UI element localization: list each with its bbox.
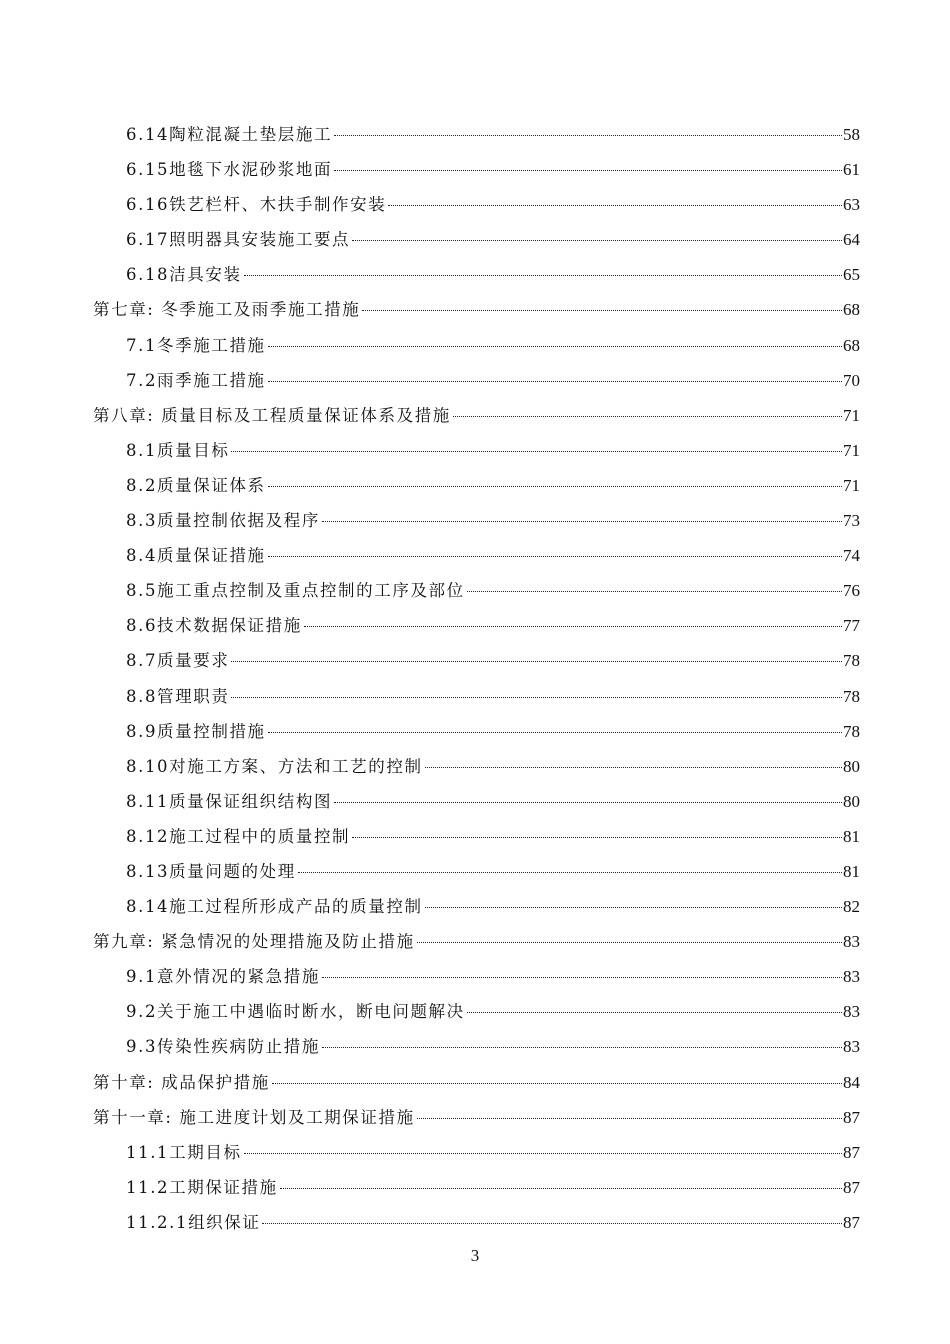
- toc-section-entry[interactable]: [0, 433, 950, 468]
- toc-entry-line: [126, 756, 860, 778]
- dot-leader: [362, 310, 842, 311]
- toc-section-entry[interactable]: [0, 257, 950, 292]
- dot-leader: [244, 1153, 842, 1154]
- toc-entry-line: [126, 580, 860, 602]
- toc-entry-line: [126, 791, 860, 813]
- dot-leader: [322, 1047, 842, 1048]
- toc-entry-page: 58: [843, 125, 860, 144]
- dot-leader: [467, 1012, 842, 1013]
- toc-entry-line: [93, 1072, 860, 1094]
- toc-entry-title: 8.5施工重点控制及重点控制的工序及部位: [126, 581, 465, 601]
- toc-section-entry[interactable]: [0, 819, 950, 854]
- toc-entry-title: 8.6技术数据保证措施: [126, 616, 302, 636]
- toc-entry-title: 8.8管理职责: [126, 686, 230, 706]
- toc-entry-title: 第九章: 紧急情况的处理措施及防止措施: [93, 932, 415, 952]
- dot-leader: [322, 521, 842, 522]
- toc-entry-title: 第十章: 成品保护措施: [93, 1072, 270, 1092]
- toc-entry-title: 6.18洁具安装: [126, 265, 242, 285]
- toc-entry-page: 83: [843, 932, 860, 952]
- dot-leader: [268, 346, 842, 347]
- toc-entry-page: 63: [843, 195, 860, 215]
- toc-entry-line: [126, 615, 860, 637]
- toc-entry-line: [126, 650, 860, 672]
- dot-leader: [417, 942, 842, 943]
- toc-chapter-entry[interactable]: [0, 1065, 950, 1100]
- toc-entry-title: 9.1意外情况的紧急措施: [126, 967, 320, 987]
- dot-leader: [268, 381, 842, 382]
- toc-entry-page: 81: [843, 861, 860, 881]
- toc-entry-title: 8.2质量保证体系: [126, 475, 266, 495]
- toc-entry-page: 64: [843, 230, 860, 250]
- toc-entry-page: 87: [843, 1142, 860, 1162]
- toc-entry-line: [126, 826, 860, 848]
- toc-section-entry[interactable]: [0, 328, 950, 363]
- dot-leader: [231, 697, 842, 698]
- dot-leader: [334, 802, 842, 803]
- toc-entry-title: 11.2.1组织保证: [126, 1212, 261, 1232]
- dot-leader: [425, 907, 842, 908]
- dot-leader: [417, 1118, 842, 1119]
- toc-entry-line: [126, 124, 860, 146]
- toc-entry-line: [126, 229, 860, 251]
- toc-entry-page: 78: [843, 721, 860, 741]
- toc-entry-title: 8.3质量控制依据及程序: [126, 511, 320, 531]
- toc-section-entry[interactable]: [0, 889, 950, 924]
- toc-entry-line: [93, 1107, 860, 1129]
- toc-entry-page: 73: [843, 511, 860, 531]
- toc-entry-title: 8.4质量保证措施: [126, 546, 266, 566]
- dot-leader: [352, 837, 842, 838]
- dot-leader: [231, 451, 842, 452]
- toc-entry-page: 65: [843, 265, 860, 285]
- dot-leader: [467, 591, 842, 592]
- toc-chapter-entry[interactable]: [0, 398, 950, 433]
- toc-entry-page: 61: [843, 160, 860, 180]
- toc-entry-title: 8.1质量目标: [126, 440, 230, 460]
- toc-entry-line: [126, 1001, 860, 1023]
- toc-entry-title: 6.16铁艺栏杆、木扶手制作安装: [126, 195, 387, 215]
- toc-section-entry[interactable]: [0, 187, 950, 222]
- toc-entry-line: [126, 264, 860, 286]
- toc-entry-page: 83: [843, 1002, 860, 1022]
- toc-entry-title: 8.10对施工方案、方法和工艺的控制: [126, 756, 423, 776]
- toc-entry-page: 74: [843, 546, 860, 566]
- toc-entry-line: [126, 440, 860, 462]
- dot-leader: [231, 661, 842, 662]
- dot-leader: [268, 486, 842, 487]
- toc-entry-line: [126, 335, 860, 357]
- dot-leader: [425, 767, 842, 768]
- toc-entry-page: 71: [843, 475, 860, 495]
- toc-entry-line: [126, 1036, 860, 1058]
- toc-entry-line: [126, 194, 860, 216]
- toc-entry-title: 11.2工期保证措施: [126, 1177, 278, 1197]
- toc-entry-line: [126, 510, 860, 532]
- toc-section-entry[interactable]: [0, 959, 950, 994]
- toc-entry-line: [126, 475, 860, 497]
- toc-entry-page: 68: [843, 335, 860, 355]
- toc-entry-page: 76: [843, 581, 860, 601]
- dot-leader: [268, 732, 842, 733]
- dot-leader: [272, 1083, 842, 1084]
- toc-entry-page: 83: [843, 1037, 860, 1057]
- toc-section-entry[interactable]: [0, 714, 950, 749]
- toc-entry-page: 80: [843, 756, 860, 776]
- toc-entry-line: [126, 545, 860, 567]
- toc-entry-title: 第七章: 冬季施工及雨季施工措施: [93, 300, 361, 320]
- page-number: 3: [470, 1246, 480, 1265]
- dot-leader: [262, 1223, 842, 1224]
- toc-entry-line: [126, 686, 860, 708]
- toc-chapter-entry[interactable]: [0, 924, 950, 959]
- toc-section-entry[interactable]: [0, 1170, 950, 1205]
- toc-entry-title: 8.14施工过程所形成产品的质量控制: [126, 897, 423, 917]
- toc-entry-title: 9.3传染性疾病防止措施: [126, 1037, 320, 1057]
- toc-entry-page: 87: [843, 1212, 860, 1232]
- toc-entry-line: [93, 405, 860, 427]
- toc-entry-line: [126, 861, 860, 883]
- toc-entry-title: 6.15地毯下水泥砂浆地面: [126, 160, 333, 180]
- toc-entry-page: 71: [843, 405, 860, 425]
- dot-leader: [244, 275, 842, 276]
- toc-entry-title: 第十一章: 施工进度计划及工期保证措施: [93, 1107, 415, 1127]
- toc-entry-page: 71: [843, 440, 860, 460]
- toc-entry-line: [126, 896, 860, 918]
- toc-entry-title: 8.9质量控制措施: [126, 721, 266, 741]
- toc-section-entry[interactable]: [0, 468, 950, 503]
- toc-section-entry[interactable]: [0, 152, 950, 187]
- toc-entry-title: 9.2关于施工中遇临时断水，断电问题解决: [126, 1002, 465, 1022]
- toc-chapter-entry[interactable]: [0, 1100, 950, 1135]
- toc-entry-page: 87: [843, 1177, 860, 1197]
- toc-section-entry[interactable]: [0, 994, 950, 1029]
- toc-entry-line: [126, 1177, 860, 1199]
- dot-leader: [322, 977, 842, 978]
- toc-section-entry[interactable]: [0, 1205, 950, 1240]
- toc-entry-page: 80: [843, 791, 860, 811]
- dot-leader: [334, 170, 842, 171]
- dot-leader: [304, 626, 842, 627]
- dot-leader: [352, 240, 842, 241]
- toc-entry-title: 8.7质量要求: [126, 651, 230, 671]
- toc-entry-line: [93, 299, 860, 321]
- toc-entry-title: 6.14陶粒混凝土垫层施工: [126, 125, 333, 144]
- toc-entry-page: 87: [843, 1107, 860, 1127]
- dot-leader: [334, 135, 842, 136]
- toc-entry-line: [126, 721, 860, 743]
- toc-section-entry[interactable]: [0, 538, 950, 573]
- toc-entry-page: 81: [843, 826, 860, 846]
- toc-section-entry[interactable]: [0, 749, 950, 784]
- toc-section-entry[interactable]: [0, 573, 950, 608]
- toc-chapter-entry[interactable]: [0, 292, 950, 327]
- toc-entry-line: [126, 1212, 860, 1234]
- toc-section-entry[interactable]: [0, 608, 950, 643]
- dot-leader: [298, 872, 842, 873]
- toc-section-entry[interactable]: [0, 117, 950, 152]
- toc-entry-page: 70: [843, 370, 860, 390]
- toc-entry-title: 8.11质量保证组织结构图: [126, 791, 333, 811]
- toc-section-entry[interactable]: [0, 784, 950, 819]
- toc-entry-line: [93, 931, 860, 953]
- dot-leader: [268, 556, 842, 557]
- toc-entry-page: 78: [843, 651, 860, 671]
- toc-entry-page: 84: [843, 1072, 860, 1092]
- toc-section-entry[interactable]: [0, 222, 950, 257]
- toc-section-entry[interactable]: [0, 1135, 950, 1170]
- toc-section-entry[interactable]: [0, 854, 950, 889]
- toc-entry-page: 77: [843, 616, 860, 636]
- toc-section-entry[interactable]: [0, 363, 950, 398]
- toc-entry-page: 68: [843, 300, 860, 320]
- toc-entry-title: 第八章: 质量目标及工程质量保证体系及措施: [93, 405, 451, 425]
- dot-leader: [280, 1188, 842, 1189]
- dot-leader: [388, 205, 842, 206]
- toc-section-entry[interactable]: [0, 1029, 950, 1064]
- toc-entry-line: [126, 1142, 860, 1164]
- toc-section-entry[interactable]: [0, 643, 950, 678]
- toc-entry-title: 8.12施工过程中的质量控制: [126, 826, 351, 846]
- toc-entry-title: 7.1冬季施工措施: [126, 335, 266, 355]
- toc-entry-title: 11.1工期目标: [126, 1142, 242, 1162]
- toc-entry-title: 6.17照明器具安装施工要点: [126, 230, 351, 250]
- toc-entry-line: [126, 966, 860, 988]
- toc-entry-line: [126, 159, 860, 181]
- toc-entry-title: 7.2雨季施工措施: [126, 370, 266, 390]
- dot-leader: [453, 416, 842, 417]
- toc-entry-line: [126, 370, 860, 392]
- table-of-contents: [0, 117, 950, 1240]
- toc-entry-page: 83: [843, 967, 860, 987]
- toc-entry-page: 78: [843, 686, 860, 706]
- toc-section-entry[interactable]: [0, 679, 950, 714]
- toc-entry-page: 82: [843, 897, 860, 917]
- toc-section-entry[interactable]: [0, 503, 950, 538]
- toc-entry-title: 8.13质量问题的处理: [126, 861, 296, 881]
